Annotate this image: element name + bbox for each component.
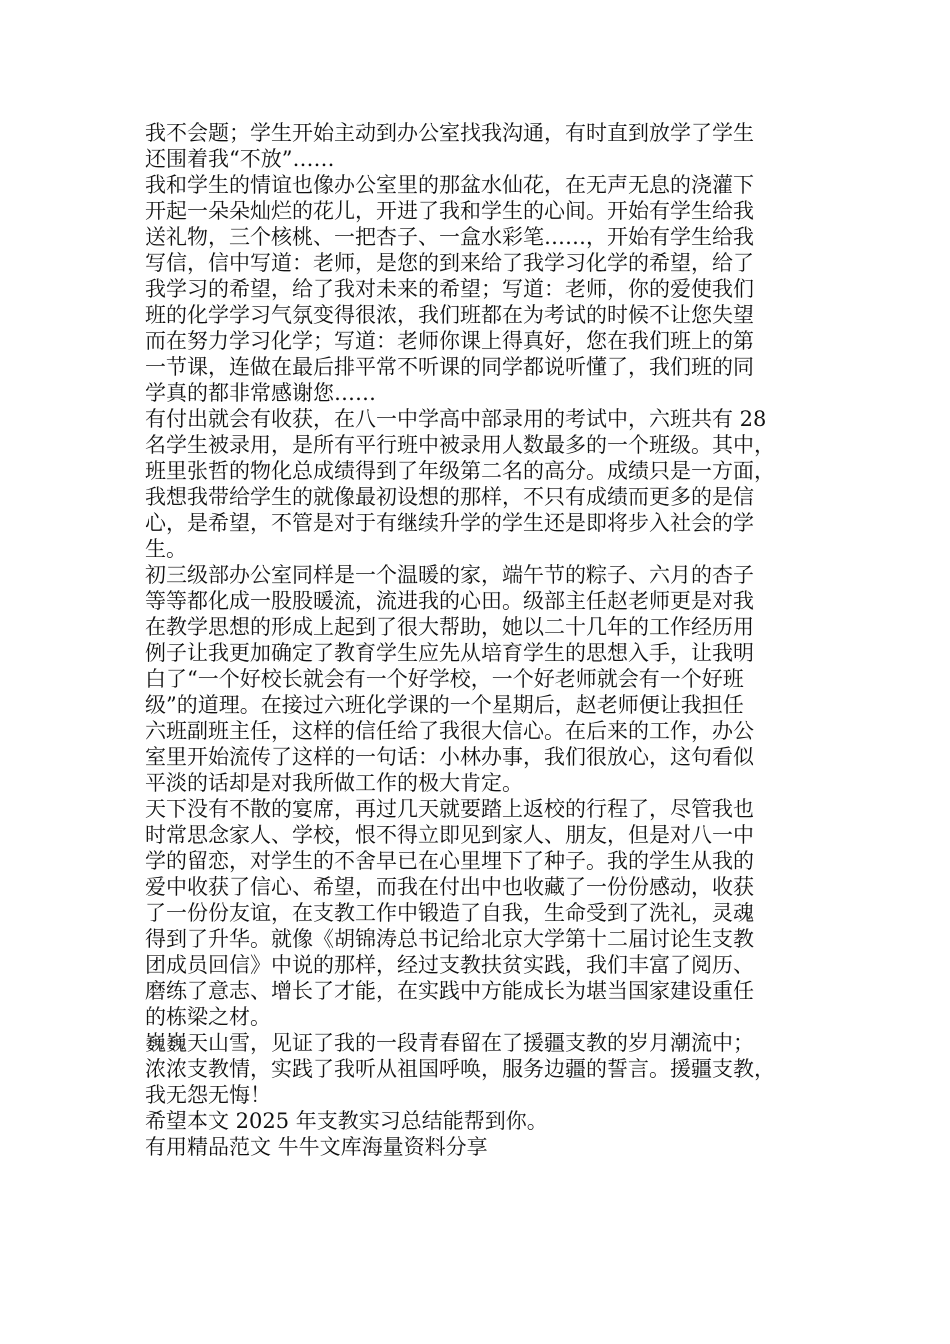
text-line: 我学习的希望，给了我对未来的希望；写道：老师，你的爱使我们 <box>145 277 754 301</box>
text-line: 等等都化成一股股暖流，流进我的心田。级部主任赵老师更是对我 <box>145 589 754 613</box>
text-line: 学真的都非常感谢您…… <box>145 381 376 405</box>
text-line: 天下没有不散的宴席，再过几天就要踏上返校的行程了，尽管我也 <box>145 797 754 821</box>
text-line: 得到了升华。就像《胡锦涛总书记给北京大学第十二届讨论生支教 <box>145 927 754 951</box>
text-line: 班里张哲的物化总成绩得到了年级第二名的高分。成绩只是一方面， <box>145 459 775 483</box>
text-line: 开起一朵朵灿烂的花儿，开进了我和学生的心间。开始有学生给我 <box>145 199 754 223</box>
text-line: 而在努力学习化学；写道：老师你课上得真好，您在我们班上的第 <box>145 329 754 353</box>
text-line: 时常思念家人、学校，恨不得立即见到家人、朋友，但是对八一中 <box>145 823 754 847</box>
document-body <box>145 120 807 1160</box>
text-line: 例子让我更加确定了教育学生应先从培育学生的思想入手，让我明 <box>145 641 754 665</box>
footer-line: 有用精品范文 牛牛文库海量资料分享 <box>145 1135 488 1159</box>
text-line: 学的留恋，对学生的不舍早已在心里埋下了种子。我的学生从我的 <box>145 849 754 873</box>
text-line: 生。 <box>145 537 187 561</box>
text-line: 送礼物，三个核桃、一把杏子、一盒水彩笔……，开始有学生给我 <box>145 225 754 249</box>
text-line: 我想我带给学生的就像最初设想的那样，不只有成绩而更多的是信 <box>145 485 754 509</box>
text-line: 我无怨无悔！ <box>145 1083 271 1107</box>
text-line: 我不会题；学生开始主动到办公室找我沟通，有时直到放学了学生 <box>145 121 754 145</box>
text-line: 的栋梁之材。 <box>145 1005 271 1029</box>
text-line: 团成员回信》中说的那样，经过支教扶贫实践，我们丰富了阅历、 <box>145 953 754 977</box>
text-line: 室里开始流传了这样的一句话：小林办事，我们很放心，这句看似 <box>145 745 754 769</box>
text-line: 在教学思想的形成上起到了很大帮助，她以二十几年的工作经历用 <box>145 615 754 639</box>
text-line: 了一份份友谊，在支教工作中锻造了自我，生命受到了洗礼，灵魂 <box>145 901 754 925</box>
text-line: 爱中收获了信心、希望，而我在付出中也收藏了一份份感动，收获 <box>145 875 754 899</box>
text-line: 浓浓支教情，实践了我听从祖国呼唤，服务边疆的誓言。援疆支教， <box>145 1057 775 1081</box>
text-line: 白了“一个好校长就会有一个好学校，一个好老师就会有一个好班 <box>145 667 744 691</box>
text-line: 初三级部办公室同样是一个温暖的家，端午节的粽子、六月的杏子 <box>145 563 754 587</box>
text-line: 一节课，连做在最后排平常不听课的同学都说听懂了，我们班的同 <box>145 355 754 379</box>
text-line: 名学生被录用，是所有平行班中被录用人数最多的一个班级。其中， <box>145 433 775 457</box>
text-line: 还围着我“不放”…… <box>145 147 335 171</box>
text-line: 我和学生的情谊也像办公室里的那盆水仙花，在无声无息的浇灌下 <box>145 173 754 197</box>
closing-line: 希望本文 2025 年支教实习总结能帮到你。 <box>145 1109 548 1133</box>
text-line: 班的化学学习气氛变得很浓，我们班都在为考试的时候不让您失望 <box>145 303 754 327</box>
text-line: 级”的道理。在接过六班化学课的一个星期后，赵老师便让我担任 <box>145 693 744 717</box>
text-line: 心，是希望，不管是对于有继续升学的学生还是即将步入社会的学 <box>145 511 754 535</box>
text-line: 有付出就会有收获，在八一中学高中部录用的考试中，六班共有 28 <box>145 407 767 431</box>
text-line: 巍巍天山雪，见证了我的一段青春留在了援疆支教的岁月潮流中； <box>145 1031 754 1055</box>
text-line: 平淡的话却是对我所做工作的极大肯定。 <box>145 771 523 795</box>
text-line: 写信，信中写道：老师，是您的到来给了我学习化学的希望，给了 <box>145 251 754 275</box>
text-line: 六班副班主任，这样的信任给了我很大信心。在后来的工作，办公 <box>145 719 754 743</box>
text-line: 磨练了意志、增长了才能，在实践中方能成长为堪当国家建设重任 <box>145 979 754 1003</box>
